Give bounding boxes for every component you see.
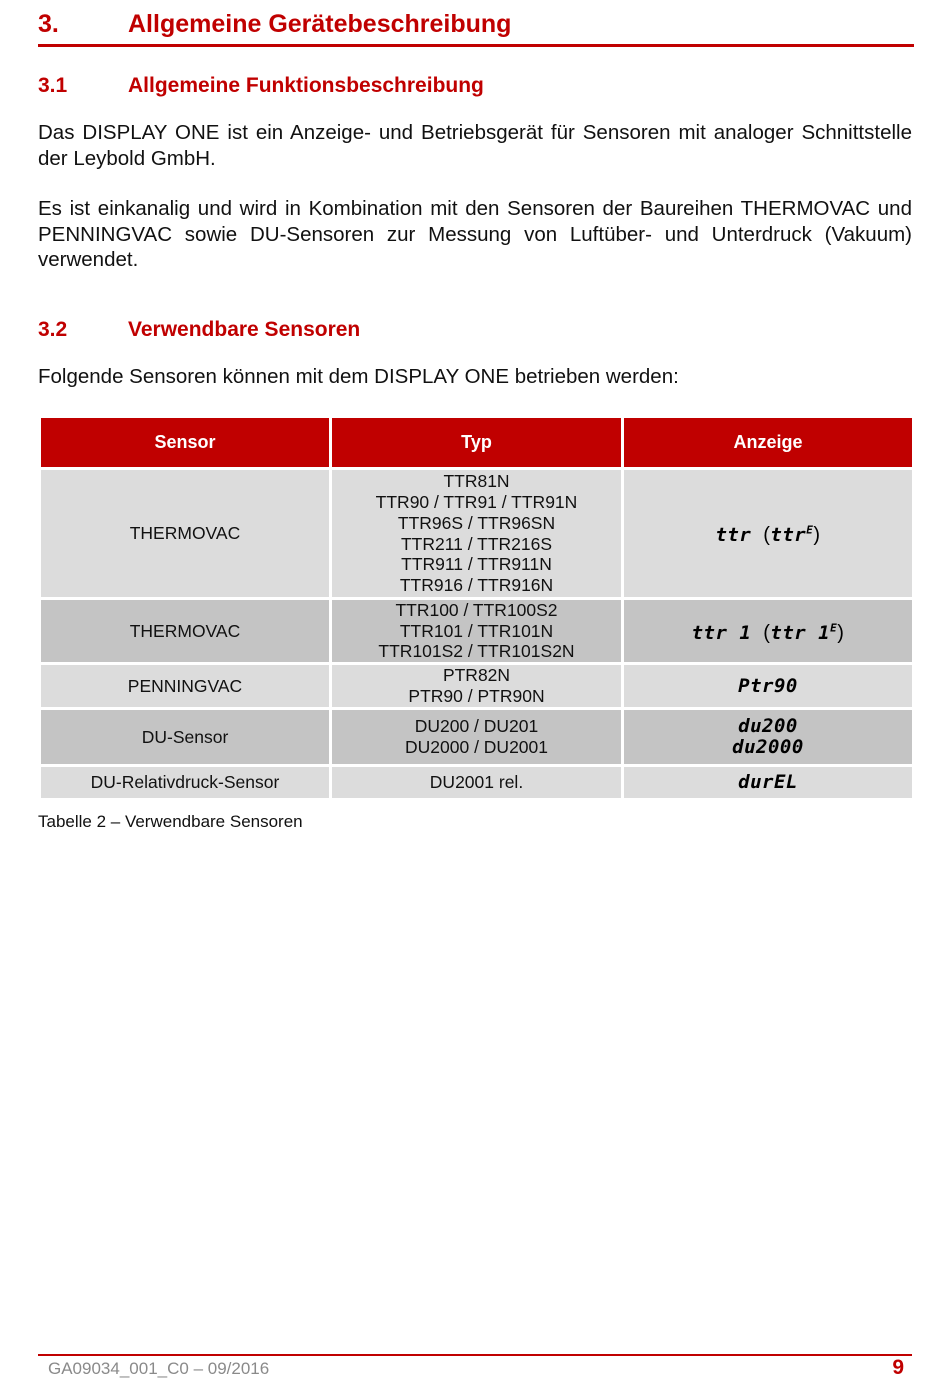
lcd-display-text: durEL — [738, 771, 798, 794]
typ-line: TTR916 / TTR916N — [399, 574, 554, 595]
typ-line: PTR82N — [442, 665, 511, 686]
cell-sensor: THERMOVAC — [40, 599, 331, 664]
typ-line: TTR100 / TTR100S2 — [395, 600, 558, 620]
paragraph-sensor-intro: Folgende Sensoren können mit dem DISPLAY ONE betrieben werden: — [38, 365, 679, 388]
lcd-superscript: E — [806, 523, 814, 537]
cell-sensor: DU-Sensor — [40, 709, 331, 766]
lcd-display-text: ttr (ttr$^E$) — [715, 523, 821, 547]
chapter-heading — [38, 8, 914, 47]
chapter-title: Allgemeine Gerätebeschreibung — [128, 10, 512, 38]
table-row — [40, 709, 914, 766]
lcd-display-text: ttr 1 (ttr $1^E$) — [691, 621, 845, 644]
typ-line: TTR211 / TTR216S — [400, 533, 553, 554]
typ-line: TTR96S / TTR96SN — [397, 512, 556, 533]
typ-line: TTR81N — [443, 471, 510, 492]
chapter-number: 3. — [38, 10, 59, 38]
header-typ: Typ — [331, 417, 623, 469]
lcd-display-text: du2000 — [732, 736, 804, 759]
typ-line: TTR101S2 / TTR101S2N — [378, 641, 575, 662]
footer-divider — [38, 1354, 912, 1356]
typ-line: PTR90 / PTR90N — [408, 686, 545, 707]
lcd-display-text: du200 — [738, 715, 798, 738]
lcd-alt: ttr 1 — [770, 621, 831, 644]
section-title: Allgemeine Funktionsbeschreibung — [128, 74, 484, 97]
typ-line: TTR101 / TTR101N — [399, 620, 554, 641]
cell-sensor: PENNINGVAC — [40, 664, 331, 709]
table-caption: Tabelle 2 – Verwendbare Sensoren — [38, 812, 303, 831]
lcd-main: ttr — [715, 524, 752, 547]
sensor-table — [38, 415, 915, 801]
lcd-main: ttr 1 — [691, 621, 752, 644]
table-row — [40, 599, 914, 664]
table-row — [40, 664, 914, 709]
header-anzeige: Anzeige — [623, 417, 914, 469]
table-header-row — [40, 417, 914, 469]
cell-sensor: THERMOVAC — [40, 469, 331, 599]
lcd-display-text: Ptr90 — [738, 674, 798, 697]
cell-anzeige — [623, 709, 914, 766]
section-title: Verwendbare Sensoren — [128, 318, 361, 341]
cell-anzeige — [623, 766, 914, 800]
typ-line: DU200 / DU201 — [414, 716, 539, 737]
cell-typ — [331, 709, 623, 766]
table-row — [40, 766, 914, 800]
typ-line: TTR90 / TTR91 / TTR91N — [375, 492, 578, 513]
lcd-alt: ttr — [770, 524, 807, 547]
paragraph-function-2: Es ist einkanalig und wird in Kombination mit den Sensoren der Baureihen THERMOVAC und PENNINGVAC sowie DU-Sensoren zur Messung von Luftüber- und Unterdruck (Vakuum) verwendet. — [38, 197, 912, 271]
section-number: 3.1 — [38, 74, 68, 97]
cell-sensor: DU-Relativdruck-Sensor — [40, 766, 331, 800]
table-row — [40, 469, 914, 599]
typ-line: DU2000 / DU2001 — [405, 737, 548, 758]
cell-anzeige — [623, 469, 914, 599]
cell-typ — [331, 599, 623, 664]
cell-typ — [331, 766, 623, 800]
cell-anzeige — [623, 599, 914, 664]
page-number: 9 — [892, 1356, 904, 1379]
header-sensor: Sensor — [40, 417, 331, 469]
cell-typ — [331, 469, 623, 599]
cell-typ — [331, 664, 623, 709]
typ-line: DU2001 rel. — [429, 772, 524, 793]
cell-anzeige — [623, 664, 914, 709]
typ-line: TTR911 / TTR911N — [401, 554, 552, 575]
section-number: 3.2 — [38, 318, 68, 341]
footer-document-id: GA09034_001_C0 – 09/2016 — [48, 1359, 270, 1378]
paragraph-function-1: Das DISPLAY ONE ist ein Anzeige- und Betriebsgerät für Sensoren mit analoger Schnittstelle der Leybold GmbH. — [38, 121, 912, 170]
lcd-superscript: E — [830, 621, 838, 635]
